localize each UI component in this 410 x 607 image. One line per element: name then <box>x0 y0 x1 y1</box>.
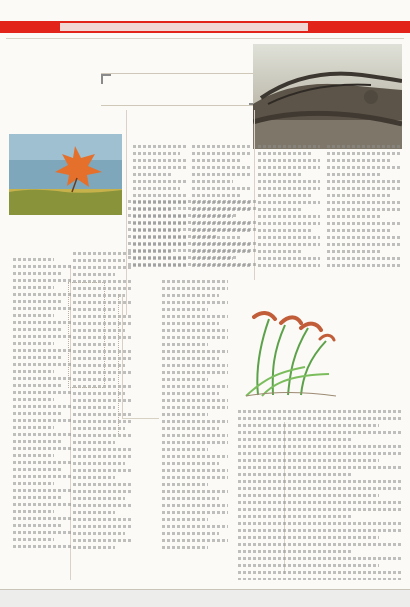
main-article-wide-paragraph <box>128 200 256 278</box>
main-article-column-3 <box>258 145 320 270</box>
side-poem-body <box>13 258 71 573</box>
reed-illustration <box>238 305 336 398</box>
main-article-title-box <box>101 73 259 106</box>
main-article-column-4 <box>327 145 402 270</box>
footer-bar <box>0 589 410 607</box>
maple-leaf-illustration <box>9 134 122 215</box>
bridge-photo <box>253 44 402 149</box>
decorative-dotted-line <box>118 294 120 434</box>
autumn-leaf-photo <box>9 134 122 215</box>
footer-information <box>10 596 400 602</box>
masthead-info-band <box>60 23 308 31</box>
masthead <box>0 0 410 42</box>
masthead-divider <box>6 38 404 39</box>
decorative-dotted-frame <box>68 282 105 388</box>
masthead-title <box>8 4 80 20</box>
bridge-illustration <box>253 44 402 149</box>
bottom-article-body <box>238 410 402 580</box>
issue-info <box>322 8 402 16</box>
reed-grass-icon <box>238 305 336 398</box>
title-corner-mark <box>101 74 111 84</box>
vertical-article-column-right <box>162 280 228 577</box>
